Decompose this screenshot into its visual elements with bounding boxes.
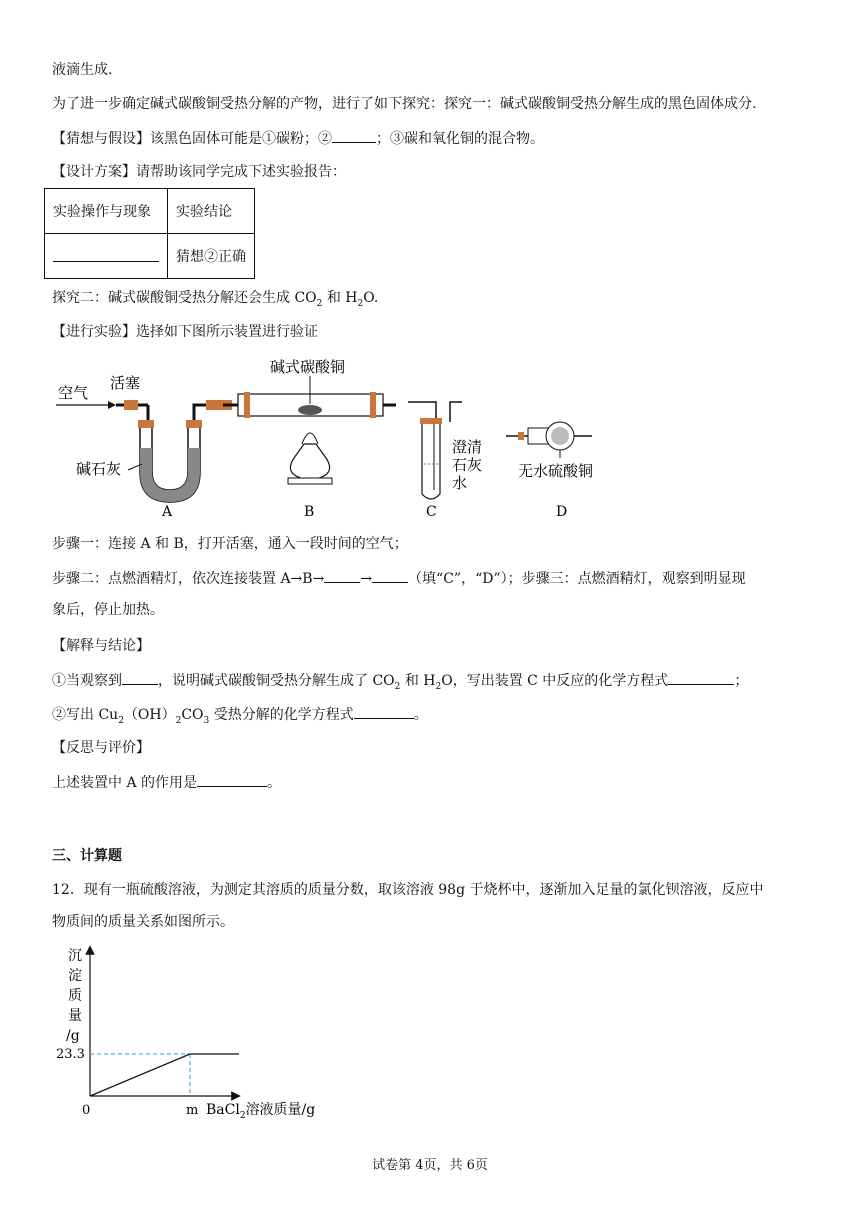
section-title: 三、计算题 <box>52 848 122 864</box>
text-line: 【解释与结论】 <box>52 638 150 654</box>
y-tick-label: 23.3 <box>56 1047 85 1062</box>
question-12: 物质间的质量关系如图所示。 <box>52 914 234 930</box>
origin-label: 0 <box>82 1103 91 1118</box>
table-header: 实验操作与现象 <box>45 189 168 234</box>
y-label-char: /g <box>66 1028 80 1044</box>
table-cell: 猜想②正确 <box>168 234 255 279</box>
limewater-label: 澄清 <box>452 438 483 456</box>
apparatus-diagram <box>48 352 628 522</box>
answer-blank[interactable] <box>372 568 408 583</box>
sodalime-label: 碱石灰 <box>76 460 122 478</box>
question-12: 12．现有一瓶硫酸溶液，为测定其溶质的质量分数，取该溶液 98g 于烧杯中，逐渐加入足量的氯化钡溶液，反应中 <box>52 882 764 898</box>
limewater-label: 水 <box>452 474 468 492</box>
apparatus-label-d: D <box>556 504 568 520</box>
experiment-report-table <box>44 188 255 279</box>
text-line: 为了进一步确定碱式碳酸铜受热分解的产物，进行了如下探究：探究一：碱式碳酸铜受热分解生成的黑色固体成分. <box>52 96 757 112</box>
x-axis-label: BaCl$_2$溶液质量/g <box>206 1102 316 1121</box>
text-line: 探究二：碱式碳酸铜受热分解还会生成 $CO_2$ 和 $H_2O$. <box>52 290 379 309</box>
basic-copper-carbonate-label: 碱式碳酸铜 <box>270 358 346 376</box>
text-line: 【进行实验】选择如下图所示装置进行验证 <box>52 324 318 340</box>
page-footer: 试卷第 4页，共 6页 <box>372 1158 488 1173</box>
y-label-char: 量 <box>68 1008 82 1024</box>
answer-blank[interactable] <box>332 128 376 143</box>
valve-icon <box>124 400 138 410</box>
answer-blank[interactable] <box>53 247 159 262</box>
precipitate-line <box>90 1054 239 1096</box>
answer-blank[interactable] <box>668 670 734 685</box>
answer-blank[interactable] <box>122 670 158 685</box>
hypothesis-line: 【猜想与假设】该黑色固体可能是①碳粉；② ；③碳和氧化铜的混合物。 <box>52 128 544 149</box>
table-header: 实验结论 <box>168 189 255 234</box>
x-tick-label: m <box>186 1103 199 1118</box>
air-label: 空气 <box>58 384 89 402</box>
y-label-char: 淀 <box>68 968 82 984</box>
text-line: 液滴生成. <box>52 62 113 78</box>
y-label-char: 质 <box>68 988 82 1004</box>
answer-blank[interactable] <box>197 772 267 787</box>
text-line: 【反思与评价】 <box>52 740 150 756</box>
conclusion-line: ①当观察到 ，说明碱式碳酸铜受热分解生成了 $CO_2$ 和 $H_2O$，写出装置 C 中反应的化学方程式 ； <box>52 670 748 697</box>
design-line: 【设计方案】请帮助该同学完成下述实验报告： <box>52 164 346 180</box>
answer-blank[interactable] <box>324 568 360 583</box>
mass-relationship-chart <box>56 940 356 1130</box>
conclusion-line: ②写出 $Cu_2(OH)_2CO_3$ 受热分解的化学方程式 。 <box>52 704 428 731</box>
step-line: 步骤二：点燃酒精灯，依次连接装置 A→B→ → （填“C”，“D”）；步骤三：点燃酒精灯，观察到明显现 <box>52 568 746 589</box>
limewater-label: 石灰 <box>452 456 483 474</box>
apparatus-label-a: A <box>162 504 173 520</box>
answer-blank[interactable] <box>354 704 414 719</box>
step-line: 步骤一：连接 A 和 B，打开活塞，通入一段时间的空气； <box>52 536 408 552</box>
table-cell[interactable] <box>45 234 168 279</box>
apparatus-label-c: C <box>426 504 437 520</box>
apparatus-label-b: B <box>304 504 315 520</box>
step-line: 象后，停止加热。 <box>52 602 164 618</box>
y-label-char: 沉 <box>68 948 82 964</box>
valve-label: 活塞 <box>110 374 141 392</box>
cuso4-label: 无水硫酸铜 <box>518 462 594 480</box>
reflection-line: 上述装置中 A 的作用是 。 <box>52 772 281 793</box>
